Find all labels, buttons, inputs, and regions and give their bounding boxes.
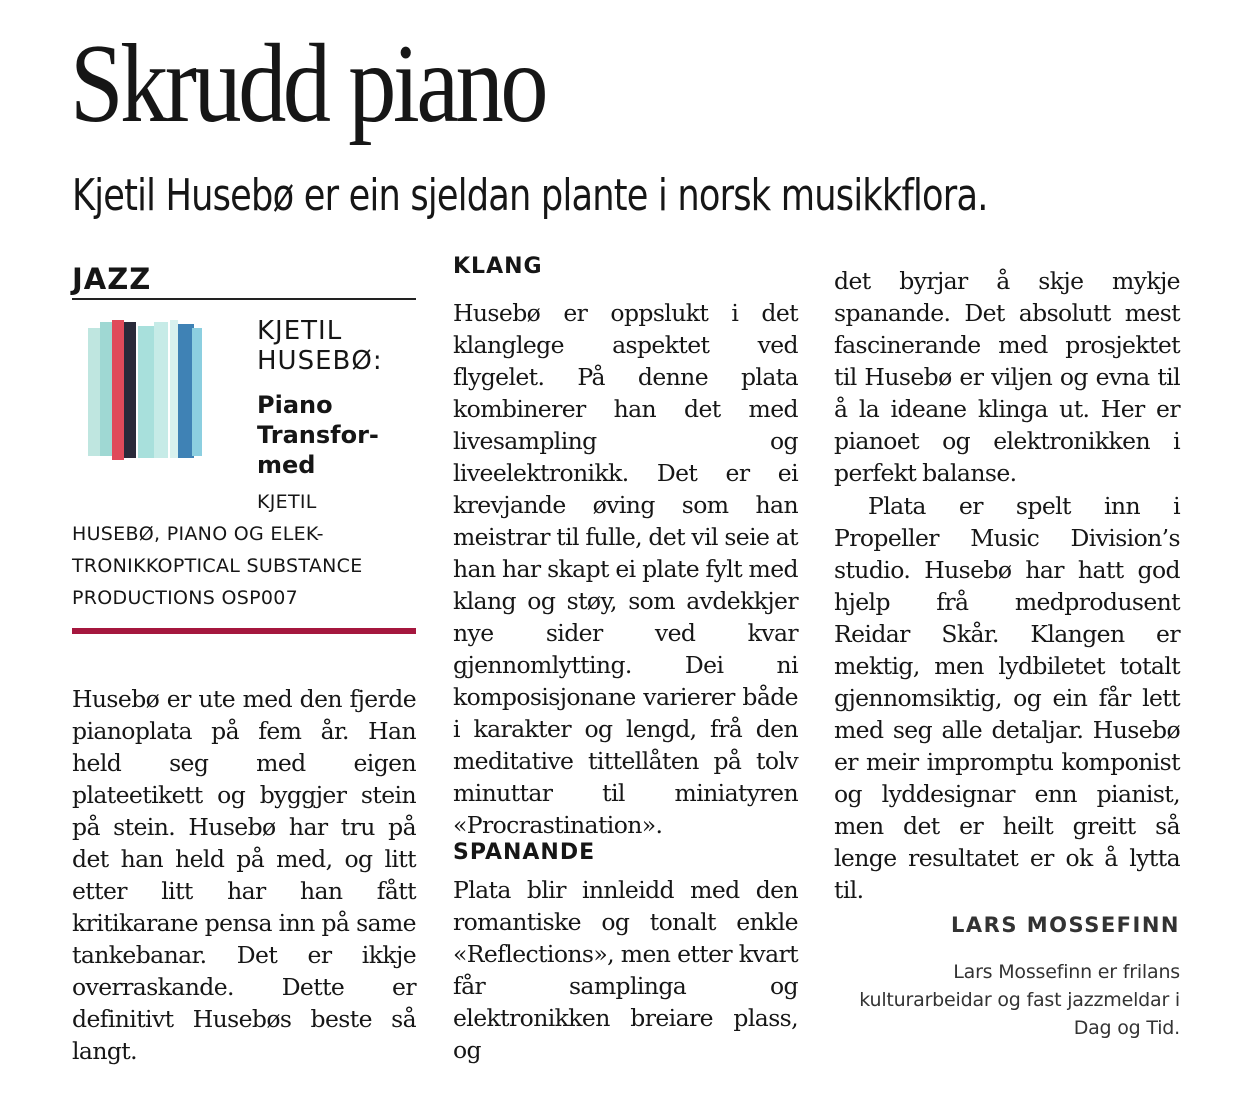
author-byline: LARS MOSSEFINN <box>951 913 1180 937</box>
factbox-album-title: Piano Transfor-med <box>257 391 379 479</box>
factbox-credits <box>72 486 416 614</box>
column3-continuation: det byrjar å skje mykje spanande. Det absolutt mest fascinerande med prosjektet til Husebø er viljen og evna til å la ideane klinga ut. Her er pianoet og elektronikken i perfekt balanse. <box>834 267 1180 487</box>
author-bio: Lars Mossefinn er frilans kulturarbeidar og fast jazzmeldar i Dag og Tid. <box>859 961 1180 1039</box>
factbox-artist: KJETIL HUSEBØ: <box>257 316 383 376</box>
section-klang-text: Husebø er oppslukt i det klanglege aspektet ved flygelet. På denne plata kombinerer han det med livesampling og liveelektronikk. Det er ei krevjande øving som han meistrar til fulle, det vil seie at han har skapt ei plate fylt med klang og støy, som avdekkjer nye sider ved kvar gjennomlytting. Dei ni komposisjonane varierer både i karakter og lengd, frå den meditative tittellåten på tolv minuttar til miniatyren «Procrastination». <box>453 299 798 839</box>
headline: Skrudd piano <box>70 22 546 146</box>
article-intro: Husebø er ute med den fjerde pianoplata på fem år. Han held seg med eigen plateetikett og byggjer stein på stein. Husebø har tru på det han held på med, og litt etter litt har han fått kritikarane pensa inn på same tankebanar. Det er ikkje overraskande. Dette er definitivt Husebøs beste så langt. <box>72 685 416 1065</box>
factbox-top-rule <box>72 298 416 300</box>
factbox-credits-first: KJETIL <box>257 491 317 513</box>
section-heading-spanande: SPANANDE <box>453 840 596 865</box>
factbox-credits-rest: HUSEBØ, PIANO OG ELEK-TRONIKKOPTICAL SUBSTANCE PRODUCTIONS OSP007 <box>72 523 363 609</box>
section-heading-klang: KLANG <box>453 254 543 279</box>
column3-paragraph: Plata er spelt inn i Propeller Music Division’s studio. Husebø har hatt god hjelp frå medprodusent Reidar Skår. Klangen er mektig, men lydbiletet totalt gjennomsiktig, og ein får lett med seg alle detaljar. Husebø er meir impromptu komponist og lyddesignar enn pianist, men det er heilt greitt så lenge resultatet er ok å lytta til. <box>834 492 1180 904</box>
factbox-accent-rule <box>72 628 416 634</box>
genre-label: JAZZ <box>72 262 152 296</box>
subheadline: Kjetil Husebø er ein sjeldan plante i norsk musikkflora. <box>72 170 988 221</box>
section-spanande-text: Plata blir innleidd med den romantiske og tonalt enkle «Reflections», men etter kvart får samplinga og elektronikken breiare plass, og <box>453 876 798 1064</box>
album-cover-image <box>86 318 204 460</box>
